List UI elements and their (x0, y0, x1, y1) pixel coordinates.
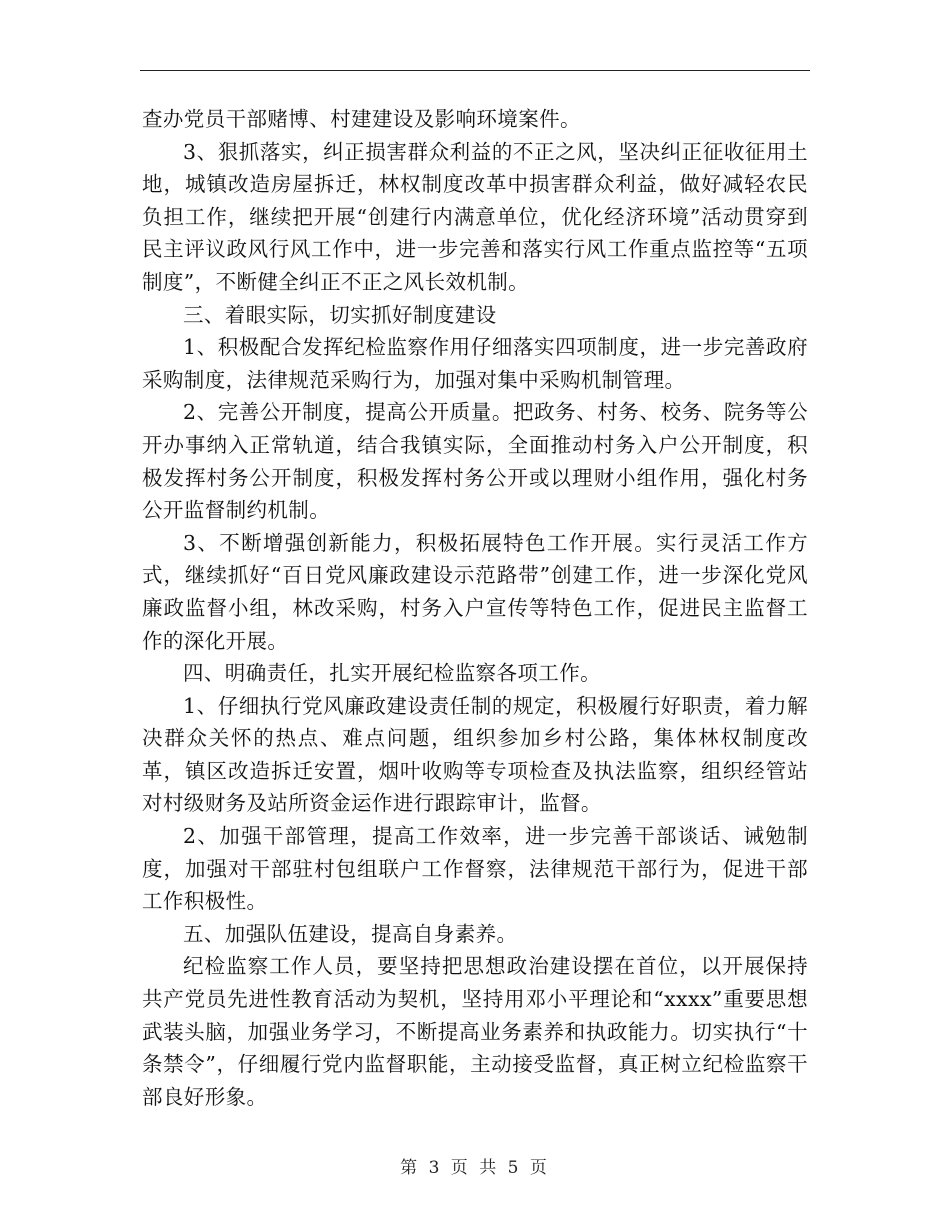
paragraph: 查办党员干部赌博、村建建设及影响环境案件。 (142, 107, 581, 131)
paragraph: 1、积极配合发挥纪检监察作用仔细落实四项制度，进一步完善政府采购制度，法律规范采购行为，加强对集中采购机制管理。 (142, 335, 808, 392)
document-body (142, 103, 808, 1113)
paragraph: 1、仔细执行党风廉政建设责任制的规定，积极履行好职责，着力解决群众关怀的热点、难点问题，组织参加乡村公路，集体林权制度改革，镇区改造拆迁安置，烟叶收购等专项检查及执法监察，组织经管站对村级财务及站所资金运作进行跟踪审计，监督。 (142, 693, 808, 816)
section-heading: 四、明确责任，扎实开展纪检监察各项工作。 (183, 661, 601, 686)
paragraph: 3、不断增强创新能力，积极拓展特色工作开展。实行灵活工作方式，继续抓好“百日党风廉政建设示范路带”创建工作，进一步深化党风廉政监督小组，林改采购，村务入户宣传等特色工作，促进民主监督工作的深化开展。 (142, 530, 808, 653)
page-number-footer: 第 3 页 共 5 页 (400, 1158, 550, 1178)
header-rule (140, 70, 810, 71)
section-heading: 三、着眼实际，切实抓好制度建设 (183, 302, 497, 327)
paragraph: 纪检监察工作人员，要坚持把思想政治建设摆在首位，以开展保持共产党员先进性教育活动为契机，坚持用邓小平理论和“xxxx”重要思想武装头脑，加强业务学习，不断提高业务素养和执政能力。切实执行“十条禁令”，仔细履行党内监督职能，主动接受监督，真正树立纪检监察干部良好形象。 (142, 954, 808, 1109)
paragraph: 2、加强干部管理，提高工作效率，进一步完善干部谈话、诫勉制度，加强对干部驻村包组联户工作督察，法律规范干部行为，促进干部工作积极性。 (142, 824, 808, 914)
paragraph: 3、狠抓落实，纠正损害群众利益的不正之风，坚决纠正征收征用土地，城镇改造房屋拆迁，林权制度改革中损害群众利益，做好减轻农民负担工作，继续把开展“创建行内满意单位，优化经济环境”活动贯穿到民主评议政风行风工作中，进一步完善和落实行风工作重点监控等“五项制度”，不断健全纠正不正之风长效机制。 (142, 139, 808, 294)
paragraph: 2、完善公开制度，提高公开质量。把政务、村务、校务、院务等公开办事纳入正常轨道，结合我镇实际，全面推动村务入户公开制度，积极发挥村务公开制度，积极发挥村务公开或以理财小组作用，强化村务公开监督制约机制。 (142, 400, 808, 523)
section-heading: 五、加强队伍建设，提高自身素养。 (183, 921, 518, 946)
